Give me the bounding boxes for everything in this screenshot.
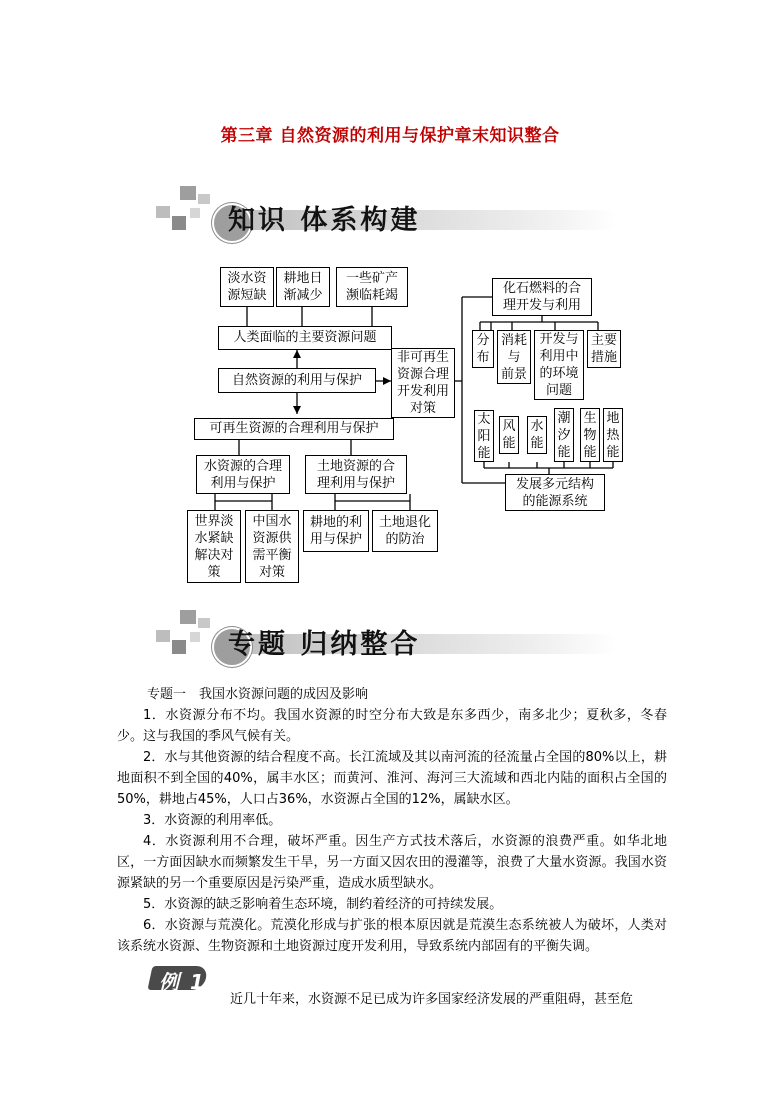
paragraph: 5．水资源的缺乏影响着生态环境，制约着经济的可持续发展。 <box>143 897 503 912</box>
paragraph: 4．水资源利用不合理，破坏严重。因生产方式技术落后，水资源的浪费严重。如华北地区，一方面因缺水而频繁发生干旱，另一方面又因农田的漫灌等，浪费了大量水资源。我国水资源紧缺的另一个重要原因是污染严重，造成水质型缺水。 <box>117 834 667 891</box>
box-land-resource: 土地资源的合 理利用与保护 <box>305 455 407 494</box>
paragraph: 6．水资源与荒漠化。荒漠化形成与扩张的根本原因就是荒漠生态系统被人为破坏，人类对该系统水资源、生物资源和土地资源过度开发利用，导致系统内部固有的平衡失调。 <box>117 918 667 954</box>
box-env-problems: 开发与 利用中 的环境 问题 <box>534 330 584 400</box>
box-world-freshwater: 世界淡 水紧缺 解决对 策 <box>187 510 241 583</box>
box-resource-problems: 人类面临的主要资源问题 <box>218 326 392 350</box>
box-wind-energy: 风 能 <box>499 416 519 454</box>
paragraph: 2．水与其他资源的结合程度不高。长江流域及其以南河流的径流量占全国的80%以上，耕地面积不到全国的40%，属丰水区；而黄河、淮河、海河三大流域和西北内陆的面积占全国的50%，耕地占45%，人口占36%，水资源占全国的12%，属缺水区。 <box>117 750 667 807</box>
box-land-degradation: 土地退化 的防治 <box>372 510 438 552</box>
decor-square <box>180 610 196 624</box>
decor-square <box>172 640 186 654</box>
banner-text: 知识 体系构建 <box>228 205 421 236</box>
box-mineral-depletion: 一些矿产 濒临耗竭 <box>336 267 408 307</box>
paragraph: 1．水资源分布不均。我国水资源的时空分布大致是东多西少，南多北少；夏秋多，冬春少。这与我国的季风气候有关。 <box>117 708 667 744</box>
box-distribution: 分 布 <box>472 330 494 368</box>
box-geothermal-energy: 地 热 能 <box>603 408 623 462</box>
box-renewable: 可再生资源的合理利用与保护 <box>194 418 394 440</box>
example-badge <box>150 962 206 992</box>
box-main-measures: 主要 措施 <box>587 330 621 368</box>
box-farmland-decrease: 耕地日 渐减少 <box>276 267 330 307</box>
box-consumption-prospect: 消耗 与 前景 <box>497 330 531 384</box>
box-tidal-energy: 潮 汐 能 <box>554 408 574 462</box>
box-bio-energy: 生 物 能 <box>580 408 600 462</box>
box-freshwater-shortage: 淡水资 源短缺 <box>220 267 274 307</box>
box-china-water-balance: 中国水 资源供 需平衡 对策 <box>245 510 299 583</box>
paragraph: 3．水资源的利用率低。 <box>143 813 282 828</box>
box-nonrenewable: 非可再生 资源合理 开发利用 对策 <box>391 348 455 418</box>
box-multi-energy-system: 发展多元结构 的能源系统 <box>505 474 605 511</box>
decor-square <box>156 630 170 642</box>
box-solar-energy: 太 阳 能 <box>474 410 494 462</box>
section-banner-topics <box>150 610 610 670</box>
decor-square <box>198 618 210 628</box>
example-label: 例 1 <box>159 970 206 994</box>
box-water-resource: 水资源的合理 利用与保护 <box>196 455 290 494</box>
decor-square <box>190 632 200 642</box>
box-farmland-use: 耕地的利 用与保护 <box>303 510 369 552</box>
topic-heading: 专题一 我国水资源问题的成因及影响 <box>147 687 369 702</box>
box-hydro-energy: 水 能 <box>527 416 547 454</box>
banner-text: 专题 归纳整合 <box>228 629 421 660</box>
topic-body <box>117 684 667 957</box>
box-fossil-fuel: 化石燃料的合 理开发与利用 <box>492 278 592 316</box>
page-title: 第三章 自然资源的利用与保护章末知识整合 <box>220 126 560 146</box>
example-text: 近几十年来，水资源不足已成为许多国家经济发展的严重阻碍，甚至危 <box>230 992 634 1007</box>
box-resource-use-protection: 自然资源的利用与保护 <box>218 368 376 393</box>
